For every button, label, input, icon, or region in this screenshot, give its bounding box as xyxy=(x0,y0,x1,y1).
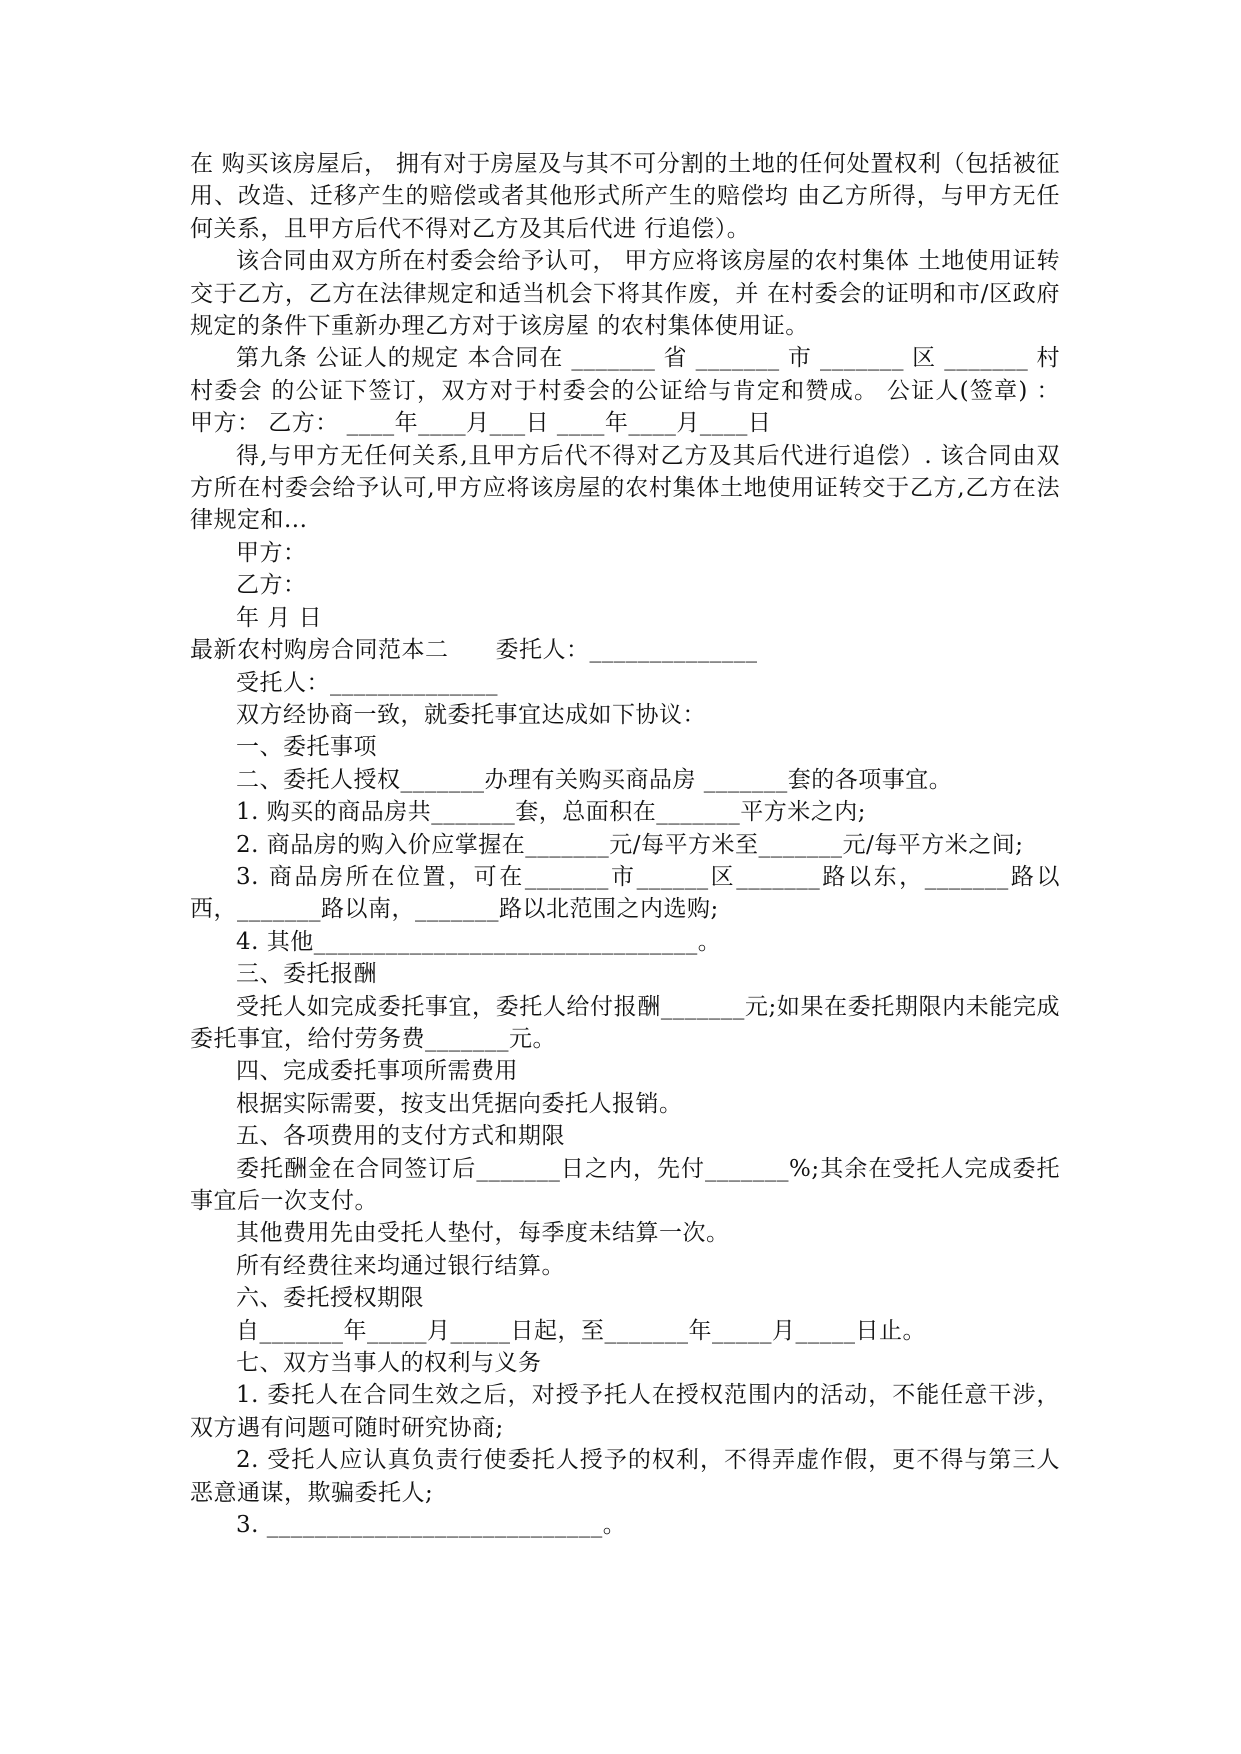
paragraph: 乙方： xyxy=(236,572,307,599)
paragraph: 委托酬金在合同签订后_______日之内，先付_______%;其余在受托人完成委托事宜后一次支付。 xyxy=(190,1155,1060,1214)
paragraph: 五、各项费用的支付方式和期限 xyxy=(236,1123,565,1150)
paragraph: 得,与甲方无任何关系,且甲方后代不得对乙方及其后代进行追偿）. 该合同由双方所在村委会给予认可,甲方应将该房屋的农村集体土地使用证转交于乙方,乙方在法律规定和... xyxy=(190,442,1060,534)
paragraph: 七、双方当事人的权利与义务 xyxy=(236,1350,542,1377)
paragraph: 1. 委托人在合同生效之后，对授予托人在授权范围内的活动，不能任意干涉，双方遇有问题可随时研究协商; xyxy=(190,1382,1060,1441)
paragraph: 1. 购买的商品房共_______套，总面积在_______平方米之内; xyxy=(236,799,867,826)
paragraph: 双方经协商一致，就委托事宜达成如下协议： xyxy=(236,701,706,728)
paragraph: 二、委托人授权_______办理有关购买商品房 _______套的各项事宜。 xyxy=(236,766,953,793)
paragraph: 4. 其他________________________________。 xyxy=(236,928,722,955)
paragraph: 在 购买该房屋后， 拥有对于房屋及与其不可分割的土地的任何处置权利（包括被征用、改造、迁移产生的赔偿或者其他形式所产生的赔偿均 由乙方所得，与甲方无任何关系，且甲方后代不得对乙方及其后代进 行追偿）。 xyxy=(190,151,1060,242)
paragraph: 年 月 日 xyxy=(236,604,323,631)
paragraph: 该合同由双方所在村委会给予认可， 甲方应将该房屋的农村集体 土地使用证转交于乙方，乙方在法律规定和适当机会下将其作废，并 在村委会的证明和市/区政府规定的条件下重新办理乙方对于该房屋 的农村集体使用证。 xyxy=(190,248,1060,340)
paragraph: 2. 受托人应认真负责行使委托人授予的权利，不得弄虚作假，更不得与第三人恶意通谋，欺骗委托人; xyxy=(190,1447,1060,1506)
paragraph: 2. 商品房的购入价应掌握在_______元/每平方米至_______元/每平方米之间; xyxy=(236,831,1024,858)
paragraph: 四、完成委托事项所需费用 xyxy=(236,1058,518,1085)
paragraph: 自_______年_____月_____日起，至_______年_____月_____日止。 xyxy=(236,1317,926,1344)
paragraph: 3. ____________________________。 xyxy=(236,1512,627,1539)
paragraph: 三、委托报酬 xyxy=(236,961,377,988)
paragraph: 受托人如完成委托事宜，委托人给付报酬_______元;如果在委托期限内未能完成委托事宜，给付劳务费_______元。 xyxy=(190,993,1060,1052)
paragraph: 一、委托事项 xyxy=(236,734,377,761)
paragraph: 甲方： xyxy=(236,539,307,566)
document-body xyxy=(190,148,1060,1541)
paragraph: 第九条 公证人的规定 本合同在 _______ 省 _______ 市 _______ 区 _______ 村村委会 的公证下签订，双方对于村委会的公证给与肯定和赞成。 公证人(签章) ： 甲方： 乙方： ____年____月___日 ____年____月____日 xyxy=(190,345,1060,437)
paragraph: 最新农村购房合同范本二 委托人：______________ xyxy=(190,637,758,664)
paragraph: 3. 商品房所在位置，可在_______市______区_______路以东，_______路以西，_______路以南，_______路以北范围之内选购; xyxy=(190,863,1060,923)
paragraph: 其他费用先由受托人垫付，每季度未结算一次。 xyxy=(236,1220,730,1247)
paragraph: 根据实际需要，按支出凭据向委托人报销。 xyxy=(236,1090,683,1117)
paragraph: 六、委托授权期限 xyxy=(236,1285,424,1312)
paragraph: 受托人：______________ xyxy=(236,669,498,696)
paragraph: 所有经费往来均通过银行结算。 xyxy=(236,1252,565,1279)
